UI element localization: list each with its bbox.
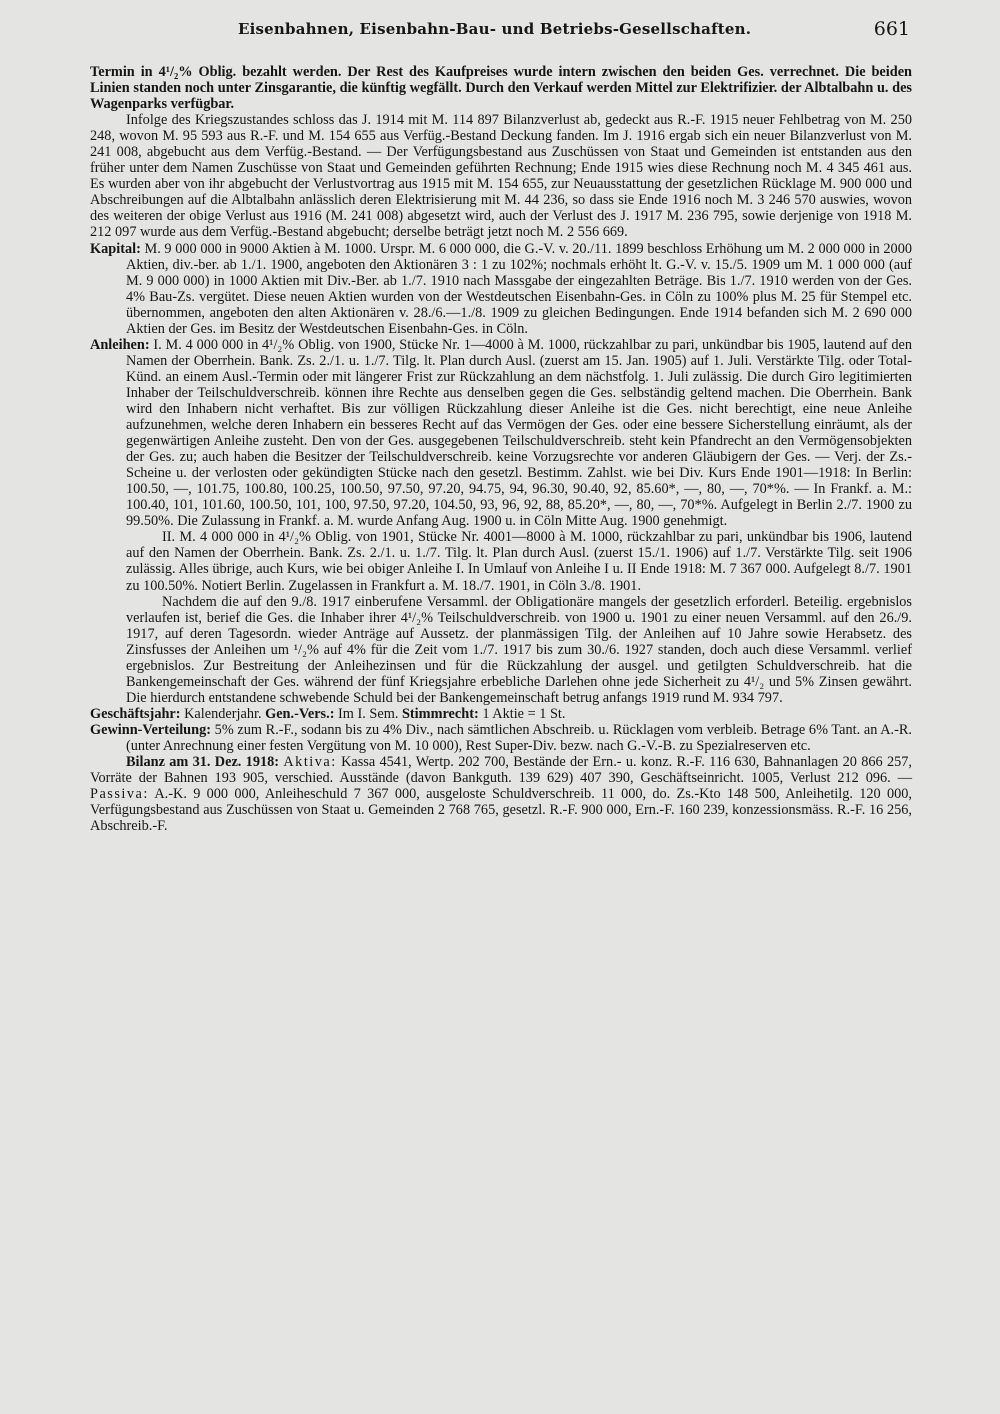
aktiva-label: Aktiva: xyxy=(283,754,337,771)
passiva-text: A.-K. 9 000 000, Anleiheschuld 7 367 000, ausgeloste Schuldverschreib. 11 000, do. Zs.-Kto 148 500, Anleihetilg. 120 000, Verfügungsbestand aus Zuschüssen von Staat u. Gemeinden 2 768 765, gesetzl. R.-F. 900 000, Ern.-F. 160 239, konzessionsmäss. R.-F. 16 256, Abschreib.-F. xyxy=(90,786,912,835)
anleihen-text: I. M. 4 000 000 in 4¹/₂% Oblig. von 1900, Stücke Nr. 1—4000 à M. 1000, rückzahlbar zu pari, unkündbar bis 1905, lautend auf den Namen der Oberrhein. Bank. Zs. 2./1. u. 1./7. Tilg. lt. Plan durch Ausl. (zuerst am 15. Jan. 1905) auf 1. Juli. Verstärkte Tilg. oder Total-Künd. an einem Ausl.-Termin oder mit längerer Frist zur Rückzahlung an dem nächstfolg. 1. Juli zulässig. Die durch Giro legitimierten Inhaber der Teilschuldverschreib. können ihre Rechte aus denselben gegen die Ges. selbständig geltend machen. Die Oberrhein. Bank wird den Inhabern nicht verhaftet. Bis zur völligen Rückzahlung dieser Anleihe ist die Ges. nicht berechtigt, eine neue Anleihe aufzunehmen, welche deren Inhabern ein besseres Recht auf das Vermögen der Ges. oder eine bessere Sicherstellung einräumt, als der gegenwärtigen Anleihe zusteht. Den von der Ges. ausgegebenen Teilschuldverschreib. steht kein Pfandrecht an den Vermögensobjekten der Ges. zu; auch haben die Besitzer der Teilschuldverschreib. keine Vorzugsrechte vor anderen Gläubigern der Ges. — Verj. der Zs.-Scheine u. der verlosten oder gekündigten Stücke nach den gesetzl. Bestimm. Zahlst. wie bei Div. Kurs Ende 1901—1918: In Berlin: 100.50, —, 101.75, 100.80, 100.25, 100.50, 97.50, 97.20, 94.75, 94, 96.30, 90.40, 92, 85.60*, —, 80, —, 70*%. — In Frankf. a. M.: 100.40, 101, 101.60, 100.50, 101, 100, 97.50, 97.20, 104.50, 93, 96, 92, 88, 85.20*, —, 80, —, 70*%. Aufgelegt in Berlin 2./7. 1900 zu 99.50%. Die Zulassung in Frankf. a. M. wurde Anfang Aug. 1900 u. in Cöln Mitte Aug. 1900 genehmigt. xyxy=(126,336,912,530)
geschaeftsjahr-label: Geschäftsjahr: xyxy=(90,705,181,722)
running-header xyxy=(88,18,910,48)
section-anleihen xyxy=(90,337,912,530)
anleihen-label: Anleihen: xyxy=(90,336,150,353)
text-body xyxy=(90,64,912,834)
paragraph-anleihe-2: II. M. 4 000 000 in 4¹/₂% Oblig. von 1901, Stücke Nr. 4001—8000 à M. 1000, rückzahlbar zu pari, unkündbar bis 1906, lautend auf den Namen der Oberrhein. Bank. Zs. 2./1. u. 1./7. Tilg. lt. Plan durch Ausl. (zuerst 15./1. 1906) auf 1./7. Verstärkte Tilg. seit 1906 zulässig. Alles übrige, auch Kurs, wie bei obiger Anleihe I. In Umlauf von Anleihe I u. II Ende 1918: M. 7 367 000. Aufgelegt 8./7. 1901 zu 100.50%. Notiert Berlin. Zugelassen in Frankfurt a. M. 18./7. 1901, in Cöln 3./8. 1901. xyxy=(126,529,912,594)
gewinn-label: Gewinn-Verteilung: xyxy=(90,721,211,738)
stimmrecht-text: 1 Aktie = 1 St. xyxy=(482,705,566,722)
bilanz-label: Bilanz am 31. Dez. 1918: xyxy=(126,754,280,771)
section-gewinn xyxy=(90,722,912,754)
header-title: Eisenbahnen, Eisenbahn-Bau- und Betriebs-Gesellschaften. xyxy=(238,20,752,38)
section-kapital xyxy=(90,241,912,337)
section-geschaeftsjahr xyxy=(90,706,912,722)
aktiva-text: Kassa 4541, Wertp. 202 700, Bestände der Ern.- u. konz. R.-F. 116 630, Bahnanlagen 20 866 257, Vorräte der Bahnen 193 905, verschied. Ausstände (davon Bankguth. 139 629) 407 390, Geschäftseinricht. 1005, Verlust 212 096. — xyxy=(90,754,912,787)
gewinn-text: 5% zum R.-F., sodann bis zu 4% Div., nach sämtlichen Abschreib. u. Rücklagen vom verbleib. Betrage 6% Tant. an A.-R. (unter Anrechnung einer festen Vergütung von M. 10 000), Rest Super-Div. bezw. nach G.-V.-B. zu Spezialreserven etc. xyxy=(126,721,912,754)
stimmrecht-label: Stimmrecht: xyxy=(401,705,479,722)
paragraph-termin: Termin in 4¹/₂% Oblig. bezahlt werden. Der Rest des Kaufpreises wurde intern zwischen den beiden Ges. verrechnet. Die beiden Linien standen noch unter Zinsgarantie, die künftig wegfällt. Durch den Verkauf werden Mittel zur Elektrifizier. der Albtalbahn u. des Wagenparks verfügbar. xyxy=(90,64,912,113)
paragraph-nachdem: Nachdem die auf den 9./8. 1917 einberufene Versamml. der Obligationäre mangels der gesetzlich erforderl. Beteilig. ergebnislos verlaufen ist, berief die Ges. die Inhaber ihrer 4¹/₂% Teilschuldverschreib. von 1900 u. 1901 zu einer neuen Versamml. auf den 26./9. 1917, auf deren Tagesordn. wieder Anträge auf Aussetz. der planmässigen Tilg. der Anleihen auf 10 Jahre sowie Herabsetz. des Zinsfusses der Anleihen um ¹/₂% auf 4% für die Zeit vom 1./7. 1917 bis zum 30./6. 1927 standen, doch auch diese Versamml. verlief ergebnislos. Zur Bestreitung der Anleihezinsen und für die Rückzahlung der ausgel. und getilgten Schuldverschreib. hat die Bankengemeinschaft der Ges. während der fünf Kriegsjahre erbebliche Darlehen ohne jede Sicherheit zu 4¹/₂ und 5% Zinsen gewährt. Die hierdurch entstandene schwebende Schuld bei der Bankengemeinschaft betrug anfangs 1919 rund M. 934 797. xyxy=(126,593,912,706)
genvers-label: Gen.-Vers.: xyxy=(265,705,335,722)
page-number: 661 xyxy=(873,18,910,40)
passiva-label: Passiva: xyxy=(90,786,149,803)
geschaeftsjahr-text: Kalenderjahr. xyxy=(184,705,262,722)
genvers-text: Im I. Sem. xyxy=(338,705,399,722)
kapital-label: Kapital: xyxy=(90,240,141,257)
paragraph-kriegszustand: Infolge des Kriegszustandes schloss das J. 1914 mit M. 114 897 Bilanzverlust ab, gedeckt aus R.-F. 1915 neuer Fehlbetrag von M. 250 248, wovon M. 95 593 aus R.-F. und M. 154 655 aus Verfüg.-Bestand Deckung fanden. Im J. 1916 ergab sich ein neuer Bilanzverlust von M. 241 008, abgebucht aus dem Verfüg.-Bestand. — Der Verfügungsbestand aus Zuschüssen von Staat und Gemeinden ist entstanden aus den früher unter dem Namen Zuschüsse von Staat und Gemeinden geführten Rechnung; Ende 1915 wies diese Rechnung noch M. 4 345 461 aus. Es wurden aber von ihr abgebucht der Verlustvortrag aus 1915 mit M. 154 655, zur Neuausstattung der gesetzlichen Rücklage M. 900 000 und Abschreibungen auf die Albtalbahn anlässlich deren Elektrisierung mit M. 44 236, so dass sie Ende 1916 noch M. 3 246 570 auswies, wovon des weiteren der obige Verlust aus 1916 (M. 241 008) abgesetzt wird, auch der Verlust des J. 1917 M. 236 795, sowie derjenige von 1918 M. 212 097 wurde aus dem Verfüg.-Bestand abgebucht; derselbe beträgt jetzt noch M. 2 556 669. xyxy=(90,112,912,241)
section-bilanz xyxy=(90,754,912,834)
kapital-text: M. 9 000 000 in 9000 Aktien à M. 1000. Urspr. M. 6 000 000, die G.-V. v. 20./11. 1899 beschloss Erhöhung um M. 2 000 000 in 2000 Aktien, div.-ber. ab 1./1. 1900, angeboten den Aktionären 3 : 1 zu 102%; nochmals erhöht lt. G.-V. v. 15./5. 1909 um M. 1 000 000 (auf M. 9 000 000) in 1000 Aktien mit Div.-Ber. ab 1./7. 1910 nach Massgabe der eingezahlten Beträge. Bis 1./7. 1910 werden von der Ges. 4% Bau-Zs. vergütet. Diese neuen Aktien wurden von der Westdeutschen Eisenbahn-Ges. in Cöln zu 100% plus M. 25 für Stempel etc. übernommen, angeboten den alten Aktionären v. 28./6.—1./8. 1909 zu gleichen Bedingungen. Ende 1914 befanden sich M. 2 690 000 Aktien der Ges. im Besitz der Westdeutschen Eisenbahn-Ges. in Cöln. xyxy=(126,240,913,337)
